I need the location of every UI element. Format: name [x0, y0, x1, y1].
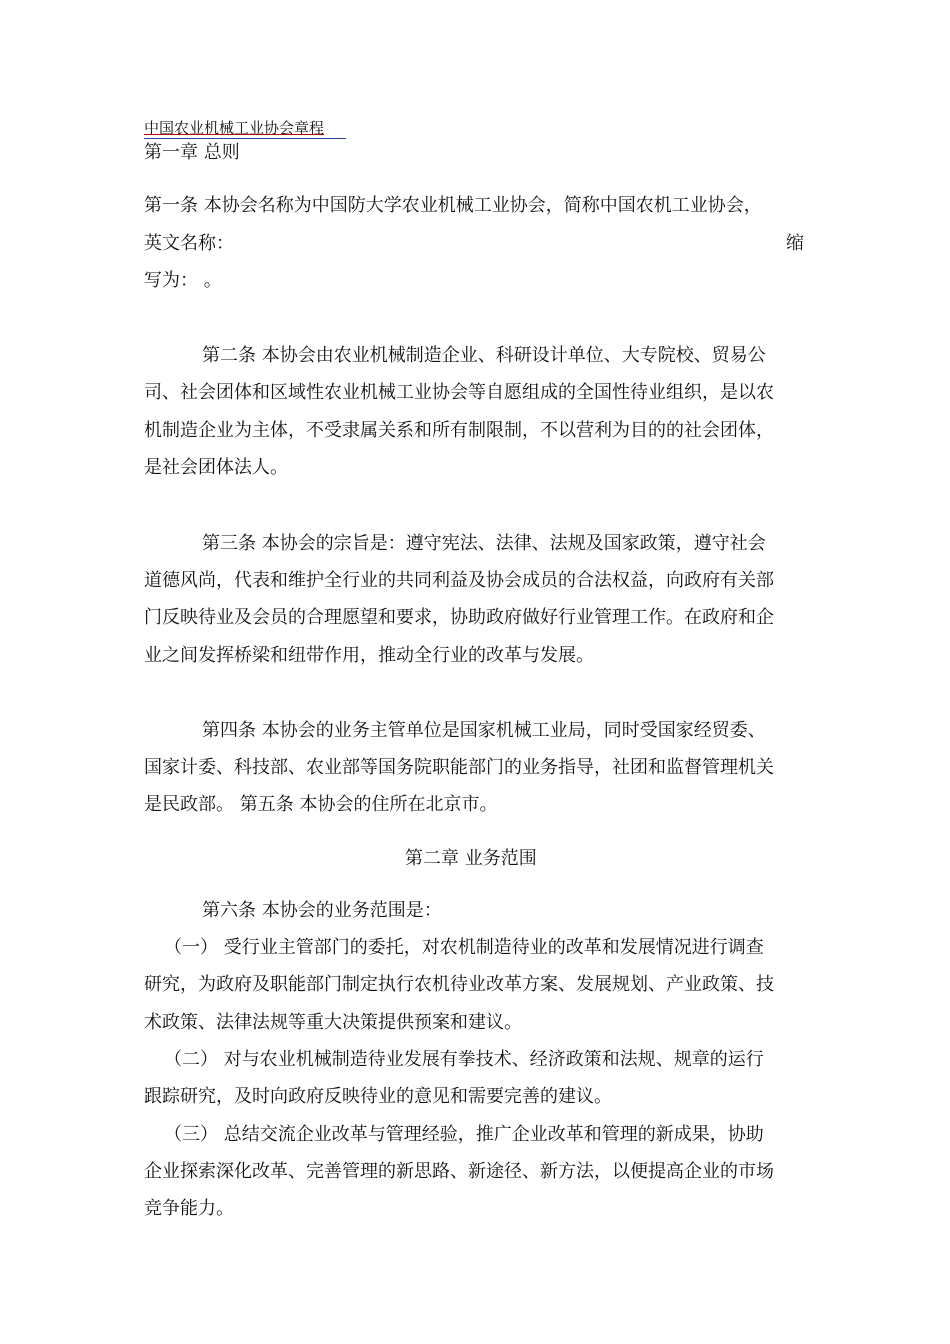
chapter-1-heading: 第一章 总则 [144, 142, 240, 163]
title-rule [144, 138, 346, 139]
article-4-line-2: 国家计委、科技部、农业部等国务院职能部门的业务指导，社团和监督管理机关 [144, 757, 774, 778]
article-2-line-4: 是社会团体法人。 [144, 457, 288, 478]
article-3-line-1: 第三条 本协会的宗旨是：遵守宪法、法律、法规及国家政策，遵守社会 [202, 533, 766, 554]
article-3-line-3: 门反映待业及会员的合理愿望和要求，协助政府做好行业管理工作。在政府和企 [144, 607, 774, 628]
article-3-line-4: 业之间发挥桥梁和纽带作用，推动全行业的改革与发展。 [144, 645, 594, 666]
article-2-line-1: 第二条 本协会由农业机械制造企业、科研设计单位、大专院校、贸易公 [202, 345, 766, 366]
item-2-line-2: 跟踪研究，及时向政府反映待业的意见和需要完善的建议。 [144, 1086, 612, 1107]
article-1-line-2b: 缩 [786, 233, 804, 254]
chapter-2-heading: 第二章 业务范围 [405, 848, 537, 869]
item-1-line-1: （一） 受行业主管部门的委托，对农机制造待业的改革和发展情况进行调查 [164, 937, 764, 958]
document-title-link[interactable]: 中国农业机械工业协会章程 [144, 119, 325, 137]
article-4-line-1: 第四条 本协会的业务主管单位是国家机械工业局，同时受国家经贸委、 [202, 720, 766, 741]
item-1-line-3: 术政策、法律法规等重大决策提供预案和建议。 [144, 1012, 522, 1033]
article-1-line-2a: 英文名称： [144, 233, 234, 254]
article-3-line-2: 道德风尚，代表和维护全行业的共同利益及协会成员的合法权益，向政府有关部 [144, 570, 774, 591]
article-4-line-3: 是民政部。 第五条 本协会的住所在北京市。 [144, 794, 498, 815]
item-2-line-1: （二） 对与农业机械制造待业发展有拳技术、经济政策和法规、规章的运行 [164, 1049, 764, 1070]
article-6-heading: 第六条 本协会的业务范围是： [202, 900, 442, 921]
article-1-line-3: 写为： 。 [144, 270, 222, 291]
item-1-line-2: 研究，为政府及职能部门制定执行农机待业改革方案、发展规划、产业政策、技 [144, 974, 774, 995]
article-1-line-1: 第一条 本协会名称为中国防大学农业机械工业协会，简称中国农机工业协会， [144, 195, 762, 216]
item-3-line-1: （三） 总结交流企业改革与管理经验，推广企业改革和管理的新成果，协助 [164, 1124, 764, 1145]
article-2-line-2: 司、社会团体和区域性农业机械工业协会等自愿组成的全国性待业组织，是以农 [144, 382, 774, 403]
item-3-line-2: 企业探索深化改革、完善管理的新思路、新途径、新方法，以便提高企业的市场 [144, 1161, 774, 1182]
item-3-line-3: 竞争能力。 [144, 1198, 234, 1219]
article-2-line-3: 机制造企业为主体，不受隶属关系和所有制限制，不以营利为目的的社会团体， [144, 420, 774, 441]
